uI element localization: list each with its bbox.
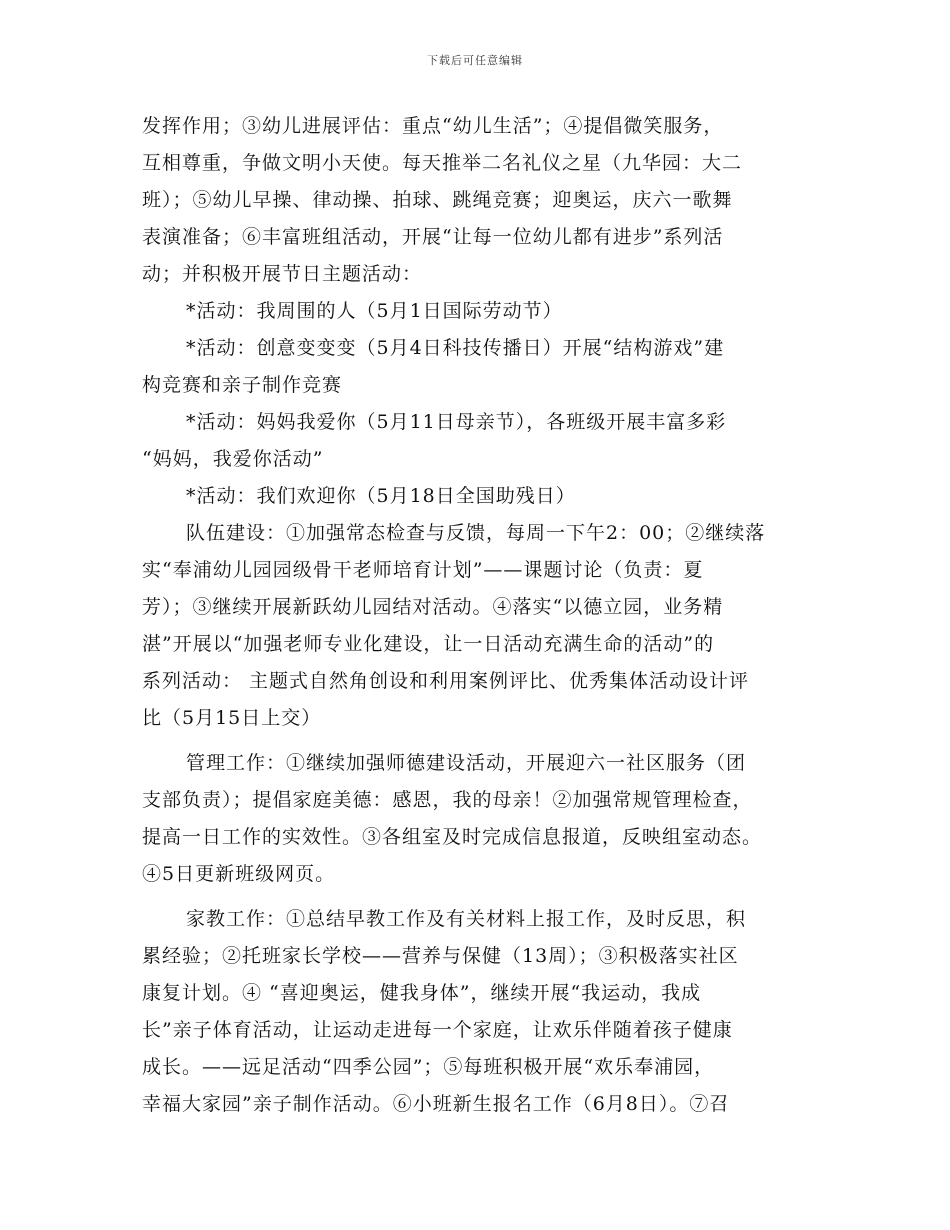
text-line: 芳）；③继续开展新跃幼儿园结对活动。④落实“以德立园，业务精 [142, 596, 724, 618]
paragraph-gap [142, 737, 810, 745]
paragraph [142, 515, 810, 737]
paragraph [142, 404, 810, 478]
text-line: 提高一日工作的实效性。③各组室及时完成信息报道，反映组室动态。 [142, 826, 763, 848]
paragraph [142, 478, 810, 515]
paragraph-gap [142, 893, 810, 901]
paragraph [142, 108, 810, 293]
text-line: “妈妈，我爱你活动” [142, 448, 324, 470]
text-line: 互相尊重，争做文明小天使。每天推举二名礼仪之星（九华园：大二 [142, 152, 743, 174]
text-line: *活动：创意变变变（5月4日科技传播日）开展“结构游戏”建 [186, 337, 725, 359]
document-body [142, 108, 810, 1123]
page-header: 下载后可任意编辑 [427, 54, 523, 67]
text-line: 管理工作：①继续加强师德建设活动，开展迎六一社区服务（团 [186, 752, 747, 774]
text-line: 康复计划。④ “喜迎奥运，健我身体”，继续开展“我运动，我成 [142, 982, 702, 1004]
text-line: 湛”开展以“加强老师专业化建设，让一日活动充满生命的活动”的 [142, 633, 715, 655]
text-line: 班）；⑤幼儿早操、律动操、拍球、跳绳竞赛；迎奥运，庆六一歌舞 [142, 189, 733, 211]
text-line: 发挥作用；③幼儿进展评估：重点“幼儿生活”；④提倡微笑服务， [142, 115, 724, 137]
text-line: 长”亲子体育活动，让运动走进每一个家庭，让欢乐伴随着孩子健康 [142, 1019, 733, 1041]
text-line: 比（5月15日上交） [142, 707, 322, 729]
text-line: 幸福大家园”亲子制作活动。⑥小班新生报名工作（6月8日）。⑦召 [142, 1093, 730, 1115]
text-line: 表演准备；⑥丰富班组活动，开展“让每一位幼儿都有进步”系列活 [142, 226, 724, 248]
paragraph [142, 330, 810, 404]
text-line: *活动：我们欢迎你（5月18日全国助残日） [186, 485, 576, 507]
paragraph [142, 745, 810, 893]
text-line: 构竞赛和亲子制作竞赛 [142, 374, 343, 396]
text-line: 家教工作：①总结早教工作及有关材料上报工作，及时反思，积 [186, 908, 747, 930]
text-line: 队伍建设：①加强常态检查与反馈，每周一下午2：00；②继续落 [186, 522, 766, 544]
text-line: *活动：我周围的人（5月1日国际劳动节） [186, 300, 563, 322]
paragraph [142, 293, 810, 330]
text-line: 实“奉浦幼儿园园级骨干老师培育计划”——课题讨论（负责：夏 [142, 559, 704, 581]
paragraph [142, 901, 810, 1123]
text-line: 动；并积极开展节日主题活动： [142, 263, 423, 285]
text-line: 支部负责）；提倡家庭美德：感恩，我的母亲！②加强常规管理检查， [142, 789, 753, 811]
text-line: 成长。——远足活动“四季公园”；⑤每班积极开展“欢乐奉浦园， [142, 1056, 715, 1078]
text-line: 系列活动： 主题式自然角创设和利用案例评比、优秀集体活动设计评 [142, 670, 750, 692]
text-line: *活动：妈妈我爱你（5月11日母亲节），各班级开展丰富多彩 [186, 411, 727, 433]
text-line: ④5日更新班级网页。 [142, 863, 336, 885]
text-line: 累经验；②托班家长学校——营养与保健（13周）；③积极落实社区 [142, 945, 739, 967]
